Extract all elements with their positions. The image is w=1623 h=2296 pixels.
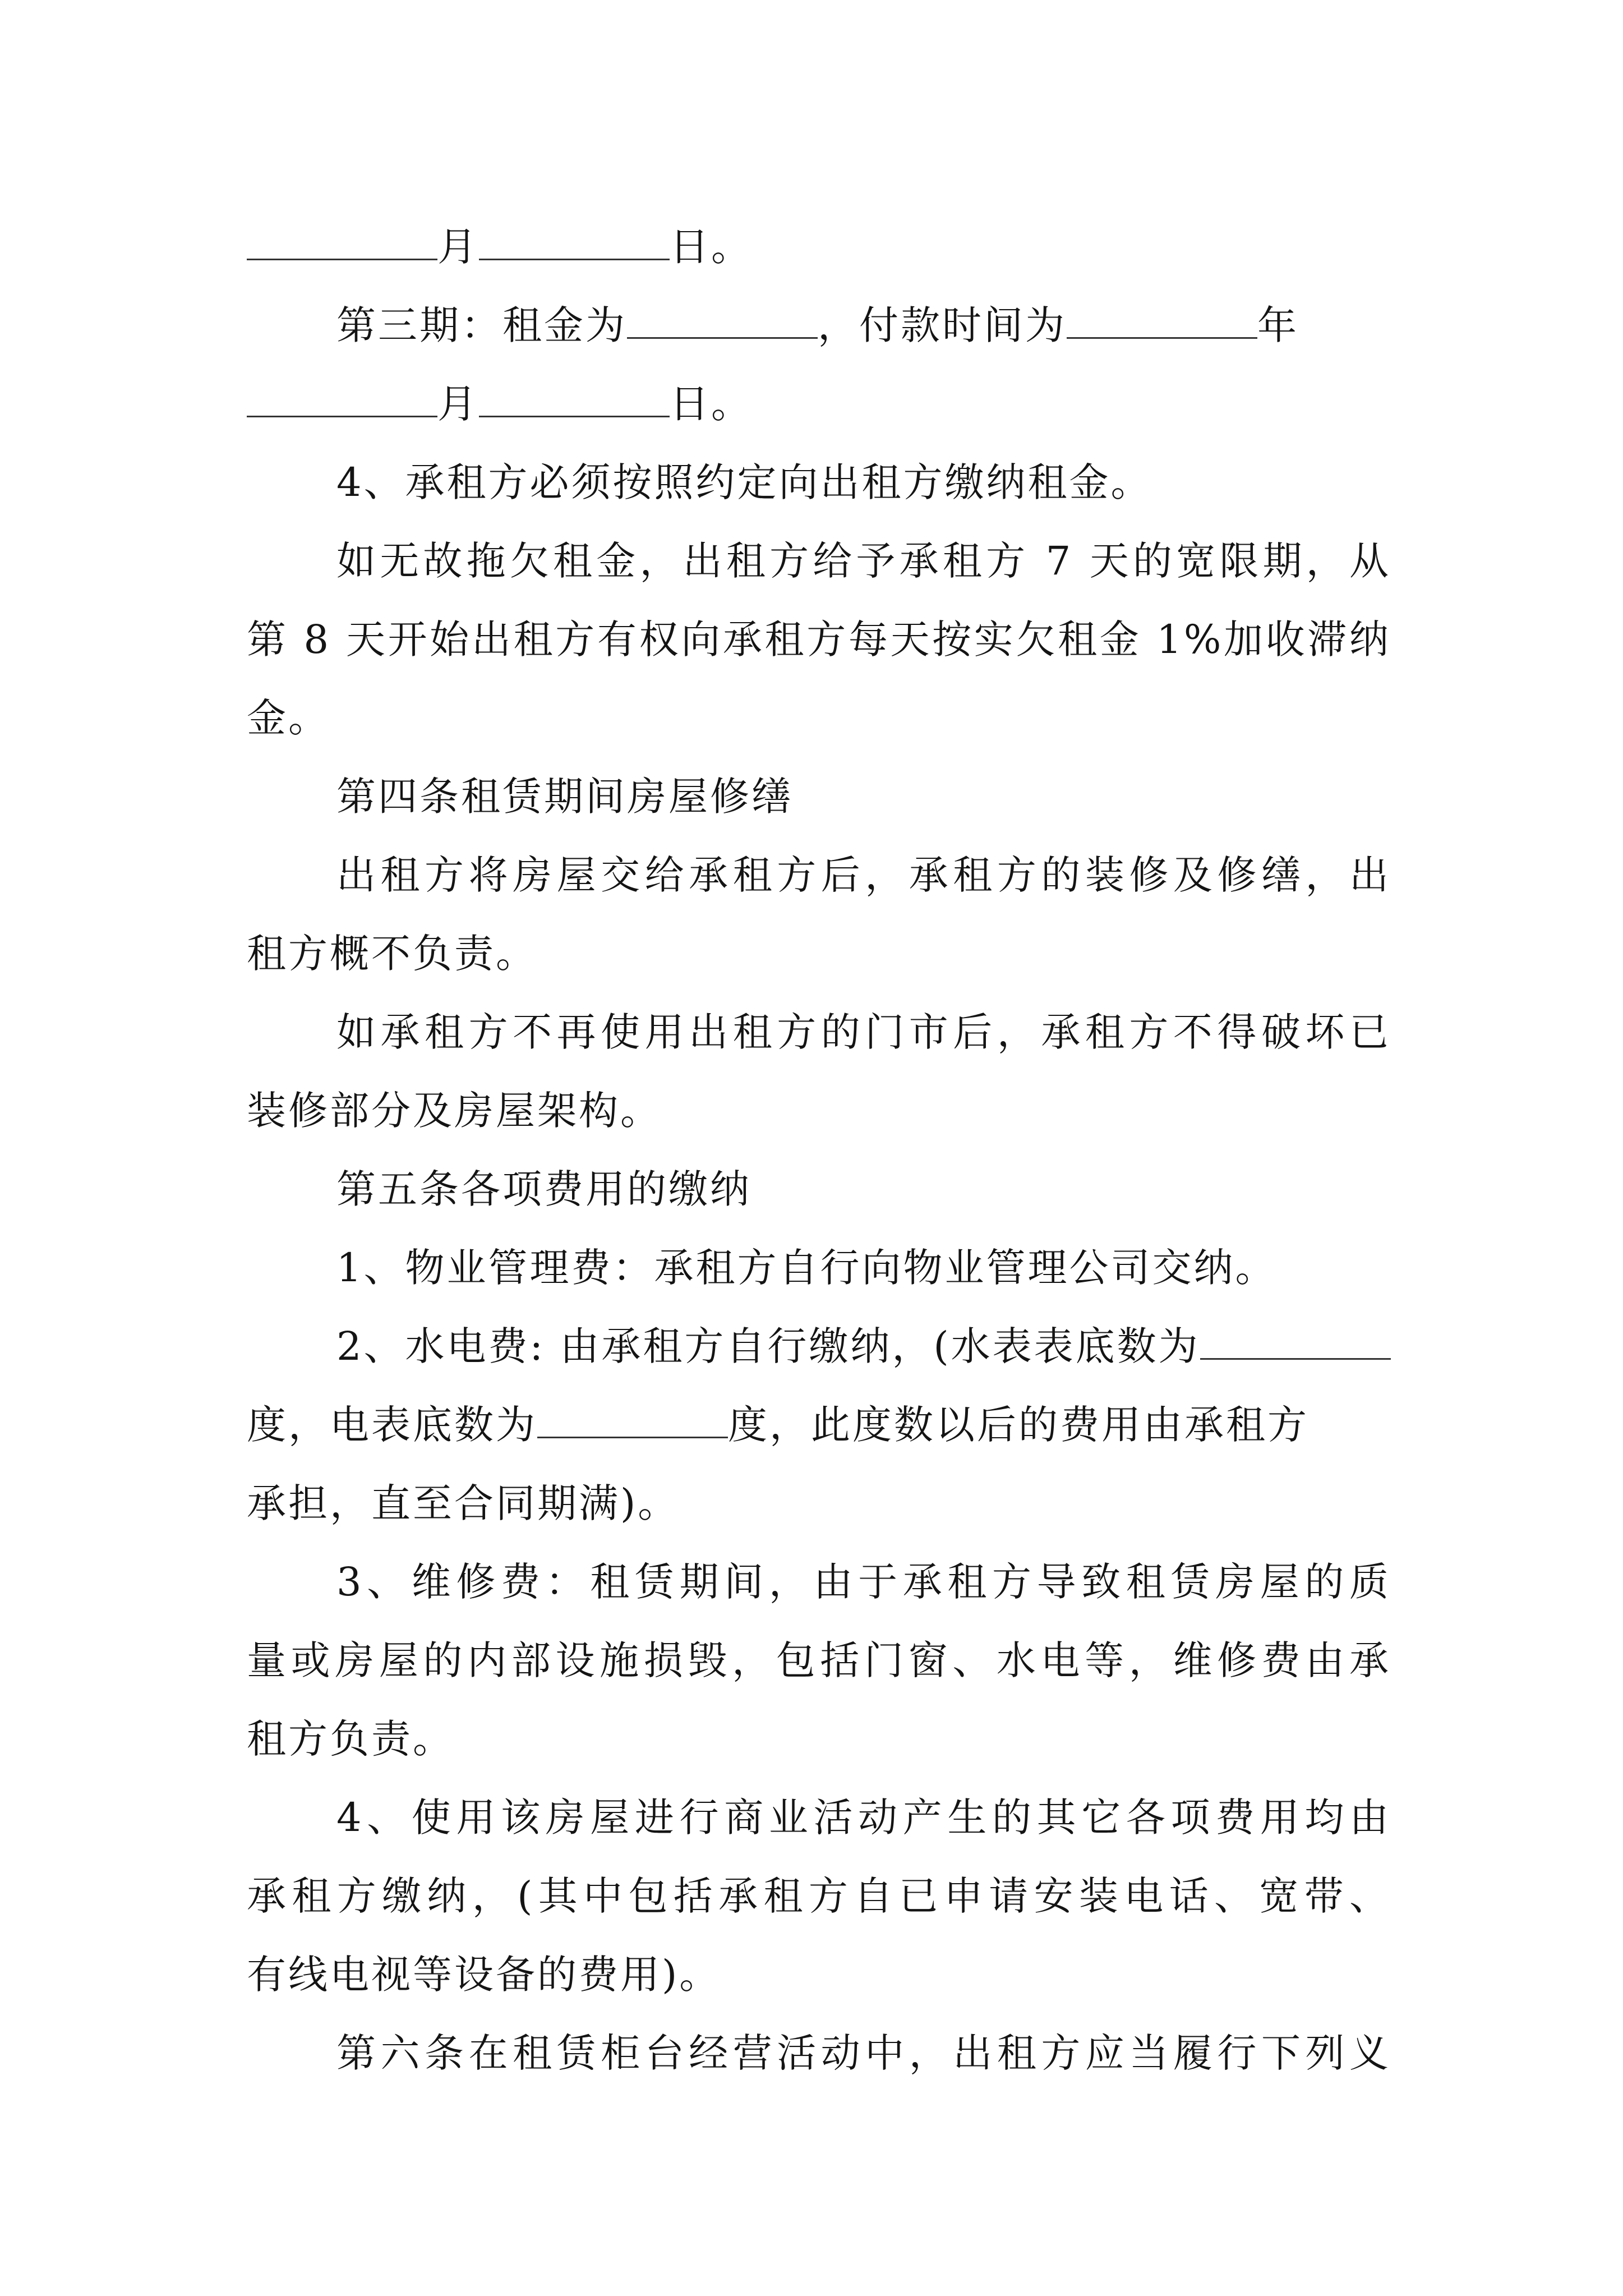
paragraph-line: 量或房屋的内部设施损毁，包括门窗、水电等，维修费由承 (247, 1637, 1391, 1683)
blank-year-field (1067, 303, 1257, 339)
paragraph-line: 承租方缴纳，(其中包括承租方自已申请安装电话、宽带、 (247, 1873, 1391, 1919)
date-line-2 (247, 365, 1391, 443)
section-heading: 第四条租赁期间房屋修缮 (336, 774, 793, 820)
paragraph-line: 有线电视等设备的费用)。 (247, 1952, 721, 1998)
blank-month-field (247, 382, 437, 417)
electric-fee-label: 度，电表底数为 (247, 1402, 537, 1448)
blank-month-field (247, 225, 437, 260)
blank-rent-field (627, 303, 818, 339)
blank-water-meter-field (1200, 1324, 1391, 1360)
paragraph-line: 如无故拖欠租金，出租方给予承租方 7 天的宽限期，从 (336, 538, 1391, 584)
electric-fee-line (247, 1386, 1391, 1464)
water-fee-label: 2、水电费: 由承租方自行缴纳，(水表表底数为 (336, 1323, 1200, 1369)
blank-day-field (479, 382, 670, 417)
payment-time-label: ，付款时间为 (818, 302, 1067, 348)
paragraph-line: 1、物业管理费：承租方自行向物业管理公司交纳。 (336, 1245, 1277, 1291)
paragraph-line: 租方负责。 (247, 1716, 454, 1762)
month-label: 月 (437, 224, 479, 270)
section-heading: 第五条各项费用的缴纳 (336, 1166, 751, 1212)
paragraph-line: 4、承租方必须按照约定向出租方缴纳租金。 (336, 459, 1152, 505)
third-installment-line (336, 286, 1391, 365)
paragraph-line: 租方概不负责。 (247, 931, 537, 977)
paragraph-line: 承担，直至合同期满)。 (247, 1480, 680, 1526)
paragraph-line: 第 8 天开始出租方有权向承租方每天按实欠租金 1%加收滞纳 (247, 616, 1391, 662)
section-heading: 第六条在租赁柜台经营活动中，出租方应当履行下列义 (336, 2030, 1391, 2076)
date-line-1 (247, 208, 1391, 286)
year-label: 年 (1257, 302, 1299, 348)
electric-fee-rest: 度，此度数以后的费用由承租方 (728, 1402, 1309, 1448)
day-label: 日。 (670, 224, 753, 270)
third-installment-rent-label: 第三期：租金为 (336, 302, 627, 348)
paragraph-line: 3、维修费：租赁期间，由于承租方导致租赁房屋的质 (336, 1559, 1391, 1605)
water-fee-line (336, 1307, 1391, 1386)
blank-electric-meter-field (537, 1403, 728, 1438)
month-label: 月 (437, 381, 479, 427)
paragraph-line: 如承租方不再使用出租方的门市后，承租方不得破坏已 (336, 1009, 1391, 1055)
blank-day-field (479, 225, 670, 260)
paragraph-line: 装修部分及房屋架构。 (247, 1088, 662, 1134)
paragraph-line: 4、使用该房屋进行商业活动产生的其它各项费用均由 (336, 1795, 1391, 1841)
day-label: 日。 (670, 381, 753, 427)
paragraph-line: 金。 (247, 695, 330, 741)
paragraph-line: 出租方将房屋交给承租方后，承租方的装修及修缮，出 (336, 852, 1391, 898)
